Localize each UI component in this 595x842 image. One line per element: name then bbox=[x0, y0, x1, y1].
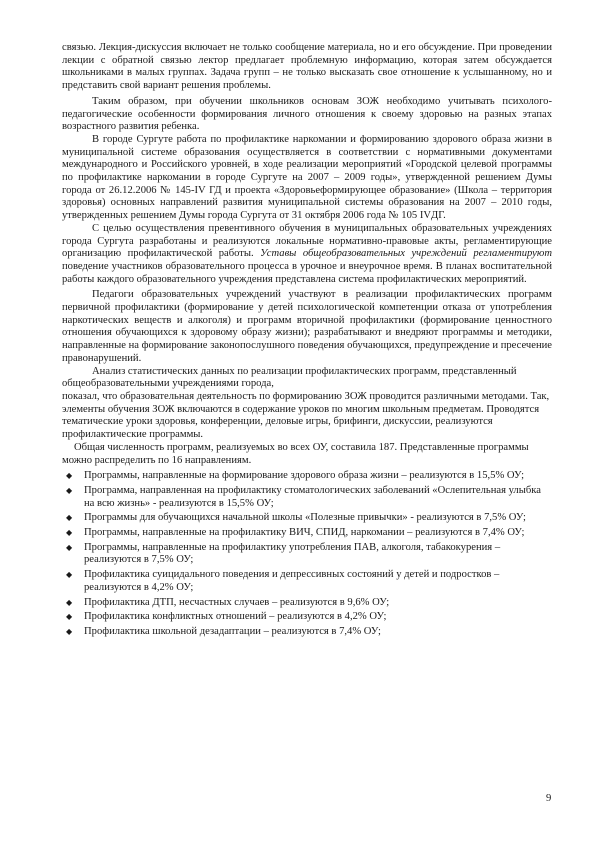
black-diamond-bullet-icon: ◆ bbox=[66, 513, 73, 523]
text-span: поведение участников образовательного процесса в урочное и внеурочное время. В планах воспитательной работы каждого образовательного учреждения представлена система профилактических мероприятий. bbox=[62, 260, 552, 285]
list-item-text: Профилактика школьной дезадаптации – реализуются в 7,4% ОУ; bbox=[84, 625, 381, 637]
list-item bbox=[62, 611, 552, 624]
paragraph-preventive-training bbox=[62, 223, 552, 287]
list-item bbox=[62, 542, 552, 567]
list-item bbox=[62, 597, 552, 610]
black-diamond-bullet-icon: ◆ bbox=[66, 528, 73, 538]
text-span: С целью осуществления превентивного обучения в муниципальных образовательных учреждениях города Сургута разработаны и реализуются локальные нормативно-правовые акты, регламентирующие организацию профилактической работы. bbox=[62, 222, 552, 260]
list-item bbox=[62, 626, 552, 639]
black-diamond-bullet-icon: ◆ bbox=[66, 542, 73, 552]
paragraph-analysis-result: показал, что образовательная деятельность по формированию ЗОЖ проводится различными методами. Так, элементы обучения ЗОЖ включаются в содержание уроков по многим школьным предметам. Проводятся тематические уроки здоровья, конференции, деловые игры, брифинги, дискуссии, реализуются профилактические программы. bbox=[62, 390, 550, 441]
document-page bbox=[62, 42, 552, 641]
paragraph-summary: Таким образом, при обучении школьников основам ЗОЖ необходимо учитывать психолого-педагогические особенности формирования личного отношения к своему здоровью на разных этапах возрастного развития ребенка. bbox=[62, 95, 552, 133]
list-item bbox=[62, 569, 552, 594]
list-item-text: Профилактика суицидального поведения и депрессивных состояний у детей и подростков – реализуются в 4,2% ОУ; bbox=[84, 569, 500, 593]
paragraph-teachers-participation: Педагоги образовательных учреждений участвуют в реализации профилактических программ первичной профилактики (формирование у детей психологической компетенции отказа от употребления наркотических веществ и алкоголя) и программ вторичной профилактики (формирование ценностного отношения обучающихся к здоровому образу жизни); разрабатывают и внедряют программы и методики, направленные на формирование законопослушного поведения обучающихся, предупреждение и пресечение правонарушений. bbox=[62, 289, 552, 364]
list-item bbox=[62, 527, 552, 540]
black-diamond-bullet-icon: ◆ bbox=[66, 626, 73, 636]
black-diamond-bullet-icon: ◆ bbox=[66, 485, 73, 495]
list-item-text: Программы, направленные на профилактику ВИЧ, СПИД, наркомании – реализуются в 7,4% ОУ; bbox=[84, 527, 525, 539]
page-number: 9 bbox=[546, 793, 552, 804]
paragraph-program-count: Общая численность программ, реализуемых во всех ОУ, составила 187. Представленные программы можно распределить по 16 направлениям. bbox=[62, 441, 529, 466]
list-item bbox=[62, 485, 552, 510]
list-item-text: Программы, направленные на профилактику употребления ПАВ, алкоголя, табакокурения – реализуются в 7,5% ОУ; bbox=[84, 541, 501, 566]
list-item-text: Программа, направленная на профилактику стоматологических заболеваний «Ослепительная улыбка на всю жизнь» - реализуются в 15,5% ОУ; bbox=[84, 484, 541, 509]
paragraph-analysis-intro: Анализ статистических данных по реализации профилактических программ, представленный общеобразовательными учреждениями города, bbox=[62, 365, 517, 390]
black-diamond-bullet-icon: ◆ bbox=[66, 597, 73, 607]
italic-emphasis: Уставы общеобразовательных учреждений регламентируют bbox=[260, 248, 552, 260]
list-item bbox=[62, 470, 552, 483]
black-diamond-bullet-icon: ◆ bbox=[66, 570, 73, 580]
paragraph-lecture-discussion: связью. Лекция-дискуссия включает не только сообщение материала, но и его обсуждение. При проведении лекции с обратной связью лектор предлагает проблемную информацию, которая затем обсуждается школьниками в малых группах. Задача групп – не только высказать свое отношение к услышанному, но и представить свой вариант решения проблемы. bbox=[62, 42, 552, 92]
list-item-text: Программы, направленные на формирование здорового образа жизни – реализуются в 15,5% ОУ; bbox=[84, 470, 525, 482]
list-item-text: Профилактика конфликтных отношений – реализуются в 4,2% ОУ; bbox=[84, 611, 387, 623]
black-diamond-bullet-icon: ◆ bbox=[66, 471, 73, 481]
list-item-text: Программы для обучающихся начальной школы «Полезные привычки» - реализуются в 7,5% ОУ; bbox=[84, 512, 526, 524]
list-item-text: Профилактика ДТП, несчастных случаев – реализуются в 9,6% ОУ; bbox=[84, 596, 390, 608]
list-item bbox=[62, 512, 552, 525]
paragraph-surgut-program: В городе Сургуте работа по профилактике наркомании и формированию здорового образа жизни в муниципальной системе образования осуществляется в соответствии с нормативными документами международного и Российского уровней, в ходе реализации мероприятий «Городской целевой программы по профилактике наркомании в городе Сургуте на 2007 – 2009 годы», утвержденной решением Думы города от 26.12.2006 № 145-IV ГД и проекта «Здоровьеформирующее образование» (Школа – территория здоровья) основных направлений развития муниципальной системы образования на 2007 – 2010 годы, утвержденных решением Думы города Сургута от 31 октября 2006 года № 105 IVДГ. bbox=[62, 133, 552, 222]
program-list bbox=[62, 470, 552, 638]
black-diamond-bullet-icon: ◆ bbox=[66, 612, 73, 622]
